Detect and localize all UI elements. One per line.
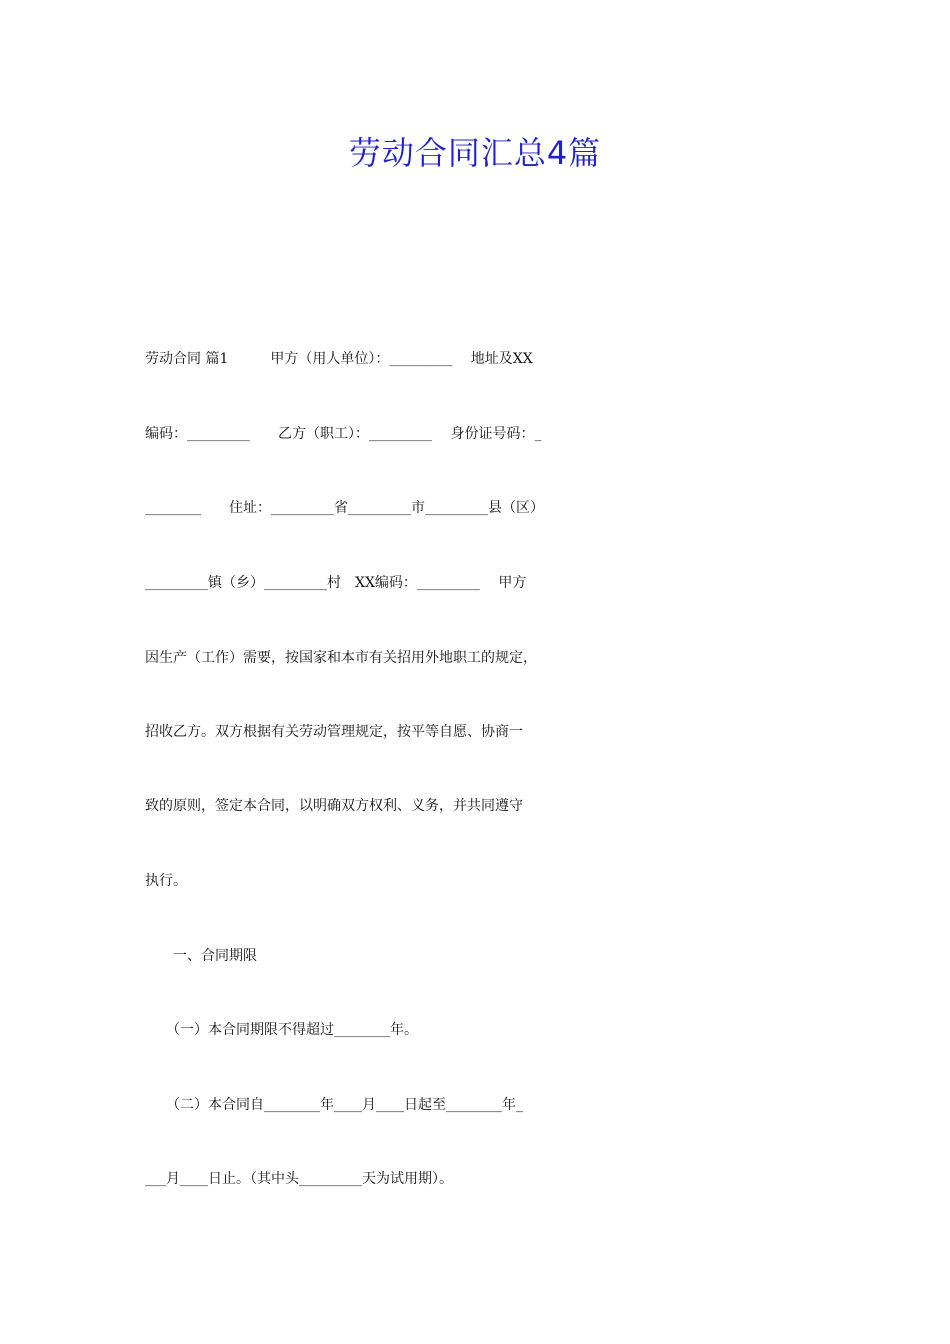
body-line-5: 因生产（工作）需要，按国家和本市有关招用外地职工的规定， (145, 650, 537, 666)
body-line-7: 致的原则，签定本合同，以明确双方权利、义务，并共同遵守 (145, 798, 523, 814)
clause-2-continued: ___月____日止。（其中头_________天为试用期）。 (145, 1171, 453, 1187)
body-line-1: 劳动合同 篇1 甲方（用人单位）：_________ 地址及XX (145, 351, 533, 367)
body-line-3: ________ 住址：_________省_________市_________县（区） (145, 500, 544, 516)
body-line-6: 招收乙方。双方根据有关劳动管理规定，按平等自愿、协商一 (145, 724, 523, 740)
body-line-2: 编码：_________ 乙方（职工）：_________ 身份证号码：_ (145, 426, 542, 442)
section-heading-contract-term: 一、合同期限 (145, 948, 257, 964)
clause-2: （二）本合同自________年____月____日起至________年_ (145, 1097, 523, 1113)
body-line-8: 执行。 (145, 873, 187, 889)
clause-1: （一）本合同期限不得超过________年。 (145, 1022, 418, 1038)
body-line-4: _________镇（乡）_________村 XX编码：_________ 甲方 (145, 575, 527, 591)
document-title: 劳动合同汇总4篇 (348, 134, 602, 172)
